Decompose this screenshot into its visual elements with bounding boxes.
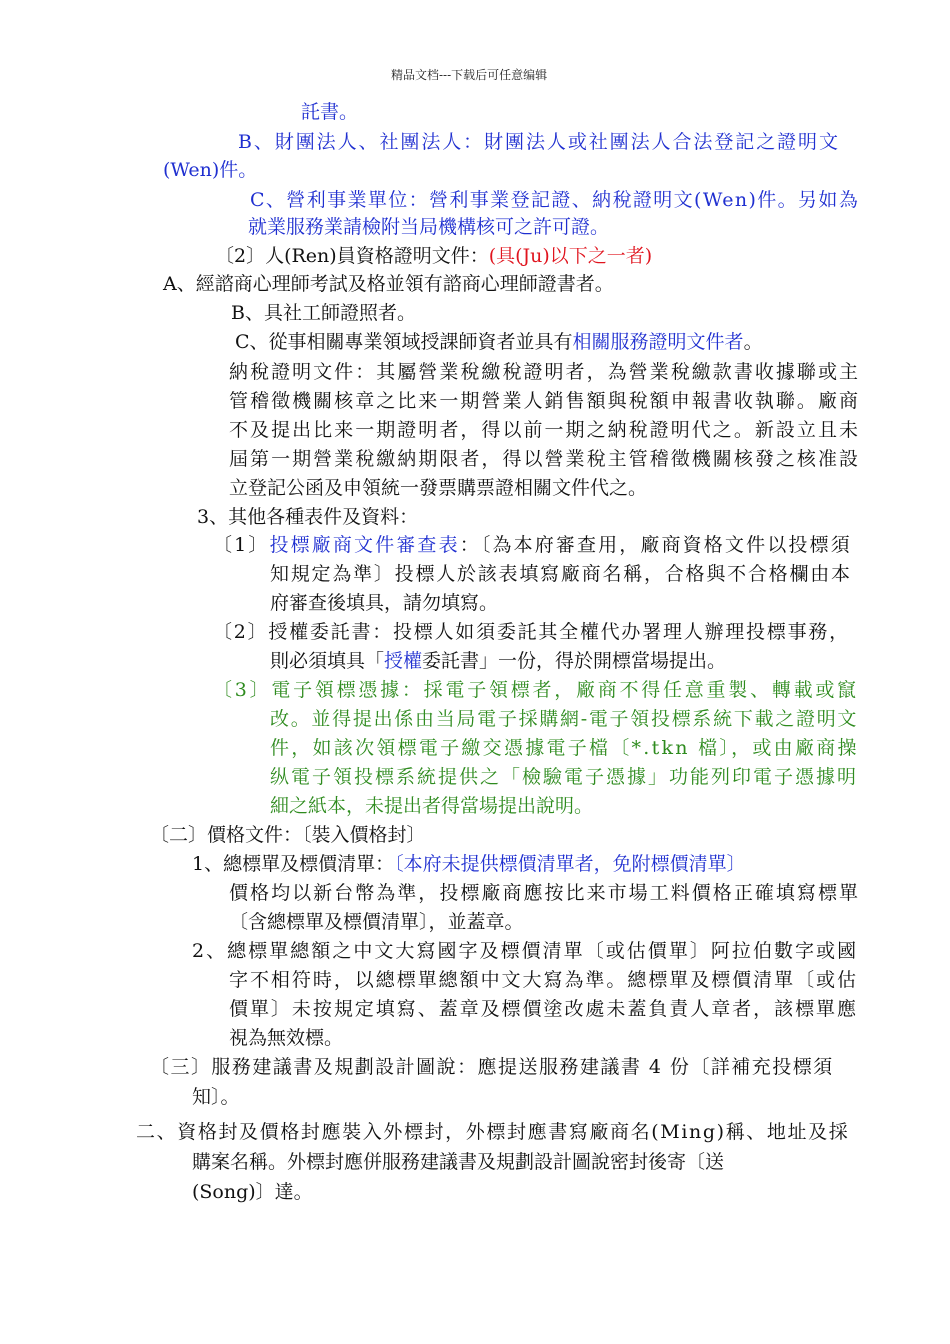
text-segment: 管稽徵機關核章之比来一期營業人銷售額與稅額申報書收執聯。廠商	[229, 390, 861, 412]
text-line	[192, 852, 746, 876]
text-segment: 字不相符時，以總標單總額中文大寫為準。總標單及標價清單〔或估	[229, 969, 858, 991]
text-line	[229, 389, 860, 413]
text-segment: 購案名稱。外標封應併服務建議書及規劃設計圖說密封後寄〔送	[192, 1151, 725, 1173]
text-segment: 件，如該次領標電子繳交憑據電子檔〔*.tkn 檔〕，或由廠商操	[270, 737, 859, 759]
text-segment: 知〕。	[192, 1086, 240, 1108]
text-line	[270, 794, 593, 818]
text-segment: 就業服務業請檢附当局機構核可之許可證。	[248, 216, 610, 238]
text-segment: 3、其他各種表件及資料：	[197, 506, 419, 528]
text-line	[163, 158, 257, 182]
text-line	[235, 330, 763, 354]
text-segment: 屆第一期營業稅繳納期限者，得以營業稅主管稽徵機關核發之核准設	[229, 448, 861, 470]
text-line	[163, 272, 614, 296]
text-line	[215, 244, 652, 268]
text-segment: 納稅證明文件：其屬營業稅繳稅證明者，為營業稅繳款書收據聯或主	[229, 361, 861, 383]
text-segment: 委託書」一份，得於開標當場提出。	[422, 650, 727, 672]
text-segment: (Wen)件。	[163, 159, 258, 181]
text-segment: C、從事相關專業領域授課師資者並具有	[235, 331, 573, 353]
text-segment: 〔二〕價格文件：〔裝入價格封〕	[150, 824, 426, 846]
text-line	[229, 1026, 343, 1050]
text-line	[270, 707, 858, 731]
text-segment: 〔2〕人(Ren)員資格證明文件：	[215, 245, 489, 267]
text-segment: 改。並得提出係由当局電子採購網-電子領投標系統下載之證明文	[270, 708, 859, 730]
text-line	[229, 881, 860, 905]
text-line	[150, 823, 426, 847]
text-line	[192, 1150, 724, 1174]
text-segment: ：〔為本府審查用，廠商資格文件以投標須	[459, 534, 852, 556]
text-segment: 纵電子領投標系統提供之「檢驗電子憑據」功能列印電子憑據明	[270, 766, 859, 788]
text-segment: 〔1〕	[213, 534, 270, 556]
text-line	[192, 939, 858, 963]
text-line	[270, 765, 858, 789]
text-line	[229, 447, 860, 471]
text-line	[229, 968, 858, 992]
text-segment: 不及提出比来一期證明者，得以前一期之納稅證明代之。新設立且未	[229, 419, 861, 441]
text-line	[270, 591, 498, 615]
text-segment: C、營利事業單位：營利事業登記證、納稅證明文(Wen)件。另如為	[250, 189, 860, 211]
text-segment: 價格均以新台幣為準，投標廠商應按比来市場工料價格正確填寫標單	[229, 882, 861, 904]
text-segment: 知規定為準〕投標人於該表填寫廠商名稱，合格與不合格欄由本	[270, 563, 852, 585]
text-segment: 〔含總標單及標價清單〕，並蓋章。	[229, 911, 524, 933]
text-line	[270, 649, 726, 673]
text-line	[229, 910, 524, 934]
text-segment: A、經諮商心理師考試及格並領有諮商心理師證書者。	[163, 273, 614, 295]
text-segment: 價單〕未按規定填寫、蓋章及標價塗改處未蓋負責人章者，該標單應	[229, 998, 858, 1020]
text-segment: 〔三〕服務建議書及規劃設計圖說：應提送服務建議書 4 份〔詳補充投標須	[150, 1056, 834, 1078]
text-line	[229, 418, 860, 442]
text-segment: 相關服務證明文件者	[572, 331, 744, 353]
text-segment: 託書。	[301, 101, 359, 123]
text-line	[238, 130, 840, 154]
text-line	[150, 1055, 834, 1079]
text-segment: 二、資格封及價格封應裝入外標封，外標封應書寫廠商名(Ming)稱、地址及採	[136, 1121, 850, 1143]
text-line	[192, 1180, 313, 1204]
text-line	[301, 100, 358, 124]
text-line	[229, 997, 858, 1021]
text-line	[229, 476, 647, 500]
text-line	[270, 562, 852, 586]
text-segment: 立登記公函及申領統一發票購票證相關文件代之。	[229, 477, 648, 499]
text-segment: (具(Ju)以下之一者)	[488, 245, 653, 267]
text-segment: 授權	[384, 650, 423, 672]
text-segment: 投標廠商文件審查表	[269, 534, 460, 556]
page-header: 精品文档---下载后可任意编辑	[391, 68, 548, 82]
text-segment: (Song)〕達。	[192, 1181, 313, 1203]
text-segment: 。	[743, 331, 763, 353]
text-segment: 府審查後填具，請勿填寫。	[270, 592, 499, 614]
text-line	[197, 505, 418, 529]
text-segment: 視為無效標。	[229, 1027, 344, 1049]
text-line	[192, 1085, 240, 1109]
text-line	[213, 533, 852, 557]
text-line	[250, 188, 859, 212]
text-segment: 1、總標單及標價清單：	[192, 853, 395, 875]
text-segment: B、具社工師證照者。	[231, 302, 416, 324]
text-segment: 則必須填具「	[270, 650, 385, 672]
text-segment: 〔3〕電子領標憑據：採電子領標者，廠商不得任意重製、轉載或竄	[213, 679, 859, 701]
text-segment: 2、總標單總額之中文大寫國字及標價清單〔或估價單〕阿拉伯數字或國	[192, 940, 859, 962]
text-line	[231, 301, 416, 325]
text-segment: B、財團法人、社團法人：財團法人或社團法人合法登記之證明文	[238, 131, 840, 153]
text-line	[213, 620, 850, 644]
text-line	[270, 736, 859, 760]
text-line	[213, 678, 859, 702]
text-line	[229, 360, 860, 384]
text-segment: 〔本府未提供標價清單者，免附標價清單〕	[394, 853, 746, 875]
text-segment: 〔2〕授權委託書：投標人如須委託其全權代办署理人辦理投標事務，	[213, 621, 850, 643]
text-line	[248, 215, 609, 239]
text-segment: 細之紙本，未提出者得當場提出說明。	[270, 795, 594, 817]
text-line	[136, 1120, 849, 1144]
